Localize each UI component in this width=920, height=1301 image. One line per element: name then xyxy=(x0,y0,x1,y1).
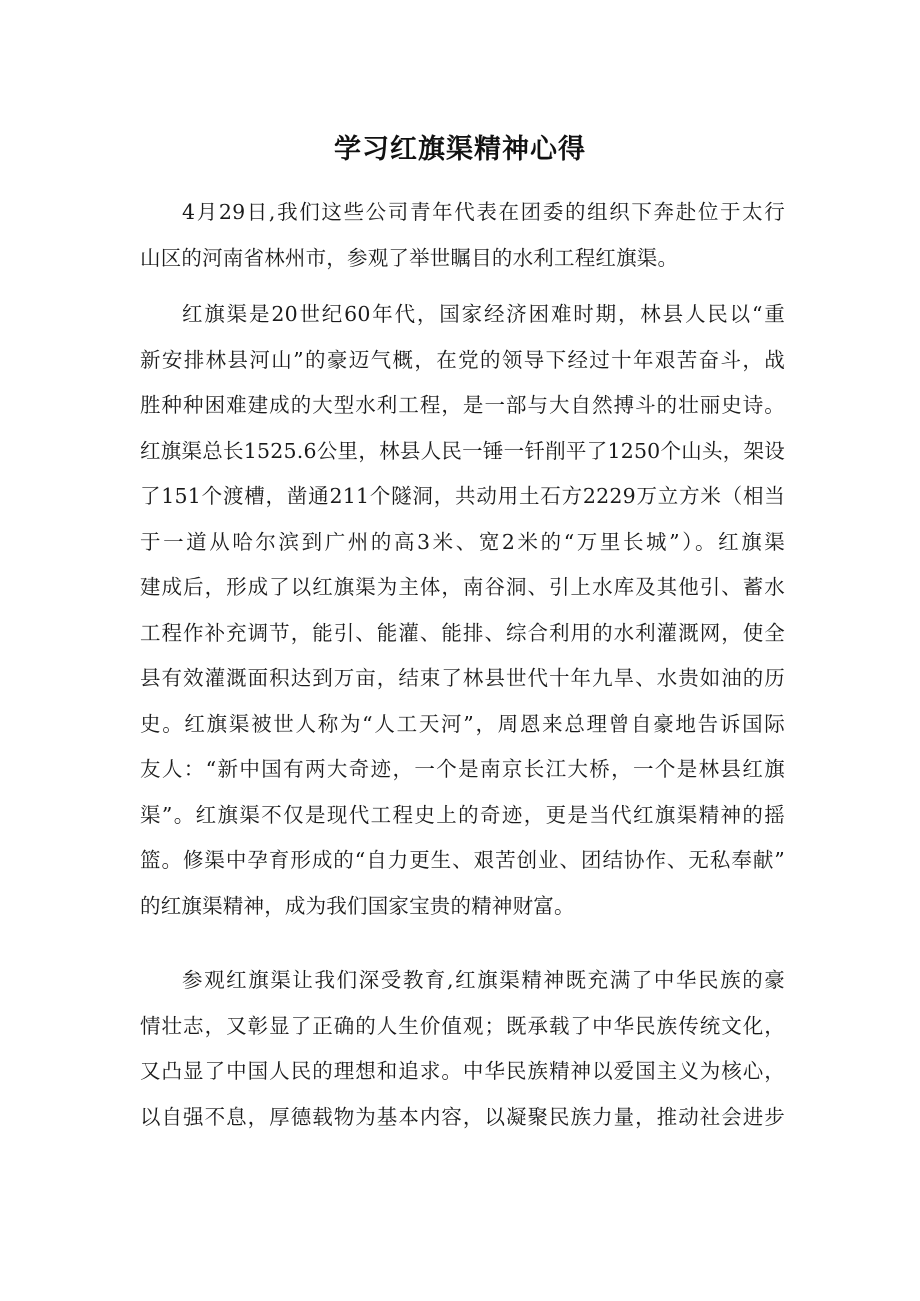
paragraph-2 xyxy=(140,292,785,929)
paragraph-line: 于一道从哈尔滨到广州的高3米、宽2米的“万里长城”）。红旗渠 xyxy=(140,529,785,554)
paragraph-line: 参观红旗渠让我们深受教育,红旗渠精神既充满了中华民族的豪 xyxy=(182,968,785,992)
paragraph-line: 又凸显了中国人民的理想和追求。中华民族精神以爱国主义为核心， xyxy=(140,1059,785,1083)
paragraph-line: 史。红旗渠被世人称为“人工天河”，周恩来总理曾自豪地告诉国际 xyxy=(140,711,785,736)
paragraph-line: 建成后，形成了以红旗渠为主体，南谷洞、引上水库及其他引、蓄水 xyxy=(140,575,785,599)
paragraph-line: 了151个渡槽，凿通211个隧洞，共动用土石方2229万立方米（相当 xyxy=(140,484,785,508)
paragraph-line: 工程作补充调节，能引、能灌、能排、综合利用的水利灌溉网，使全 xyxy=(140,620,785,645)
paragraph-3 xyxy=(140,958,785,1140)
paragraph-line: 4月29日,我们这些公司青年代表在团委的组织下奔赴位于太行 xyxy=(182,200,785,224)
paragraph-line: 情壮志，又彰显了正确的人生价值观；既承载了中华民族传统文化， xyxy=(140,1013,785,1038)
paragraph-line: 红旗渠总长1525.6公里，林县人民一锤一钎削平了1250个山头，架设 xyxy=(140,438,785,463)
paragraph-line: 胜种种困难建成的大型水利工程，是一部与大自然搏斗的壮丽史诗。 xyxy=(140,393,785,417)
paragraph-line: 山区的河南省林州市，参观了举世瞩目的水利工程红旗渠。 xyxy=(140,245,679,270)
paragraph-line: 县有效灌溉面积达到万亩，结束了林县世代十年九旱、水贵如油的历 xyxy=(140,666,785,690)
paragraph-line: 渠”。红旗渠不仅是现代工程史上的奇迹，更是当代红旗渠精神的摇 xyxy=(140,802,785,827)
paragraph-line: 篮。修渠中孕育形成的“自力更生、艰苦创业、团结协作、无私奉献” xyxy=(140,848,785,872)
paragraph-line: 红旗渠是20世纪60年代，国家经济困难时期，林县人民以“重 xyxy=(182,302,785,326)
paragraph-line: 以自强不息，厚德载物为基本内容，以凝聚民族力量，推动社会进步 xyxy=(140,1104,785,1129)
paragraph-line: 新安排林县河山”的豪迈气概，在党的领导下经过十年艰苦奋斗，战 xyxy=(140,347,785,372)
paragraph-line: 友人：“新中国有两大奇迹，一个是南京长江大桥，一个是林县红旗 xyxy=(140,757,785,781)
document-title: 学习红旗渠精神心得 xyxy=(334,134,586,165)
paragraph-1 xyxy=(140,190,785,281)
paragraph-line: 的红旗渠精神，成为我们国家宝贵的精神财富。 xyxy=(140,893,575,918)
